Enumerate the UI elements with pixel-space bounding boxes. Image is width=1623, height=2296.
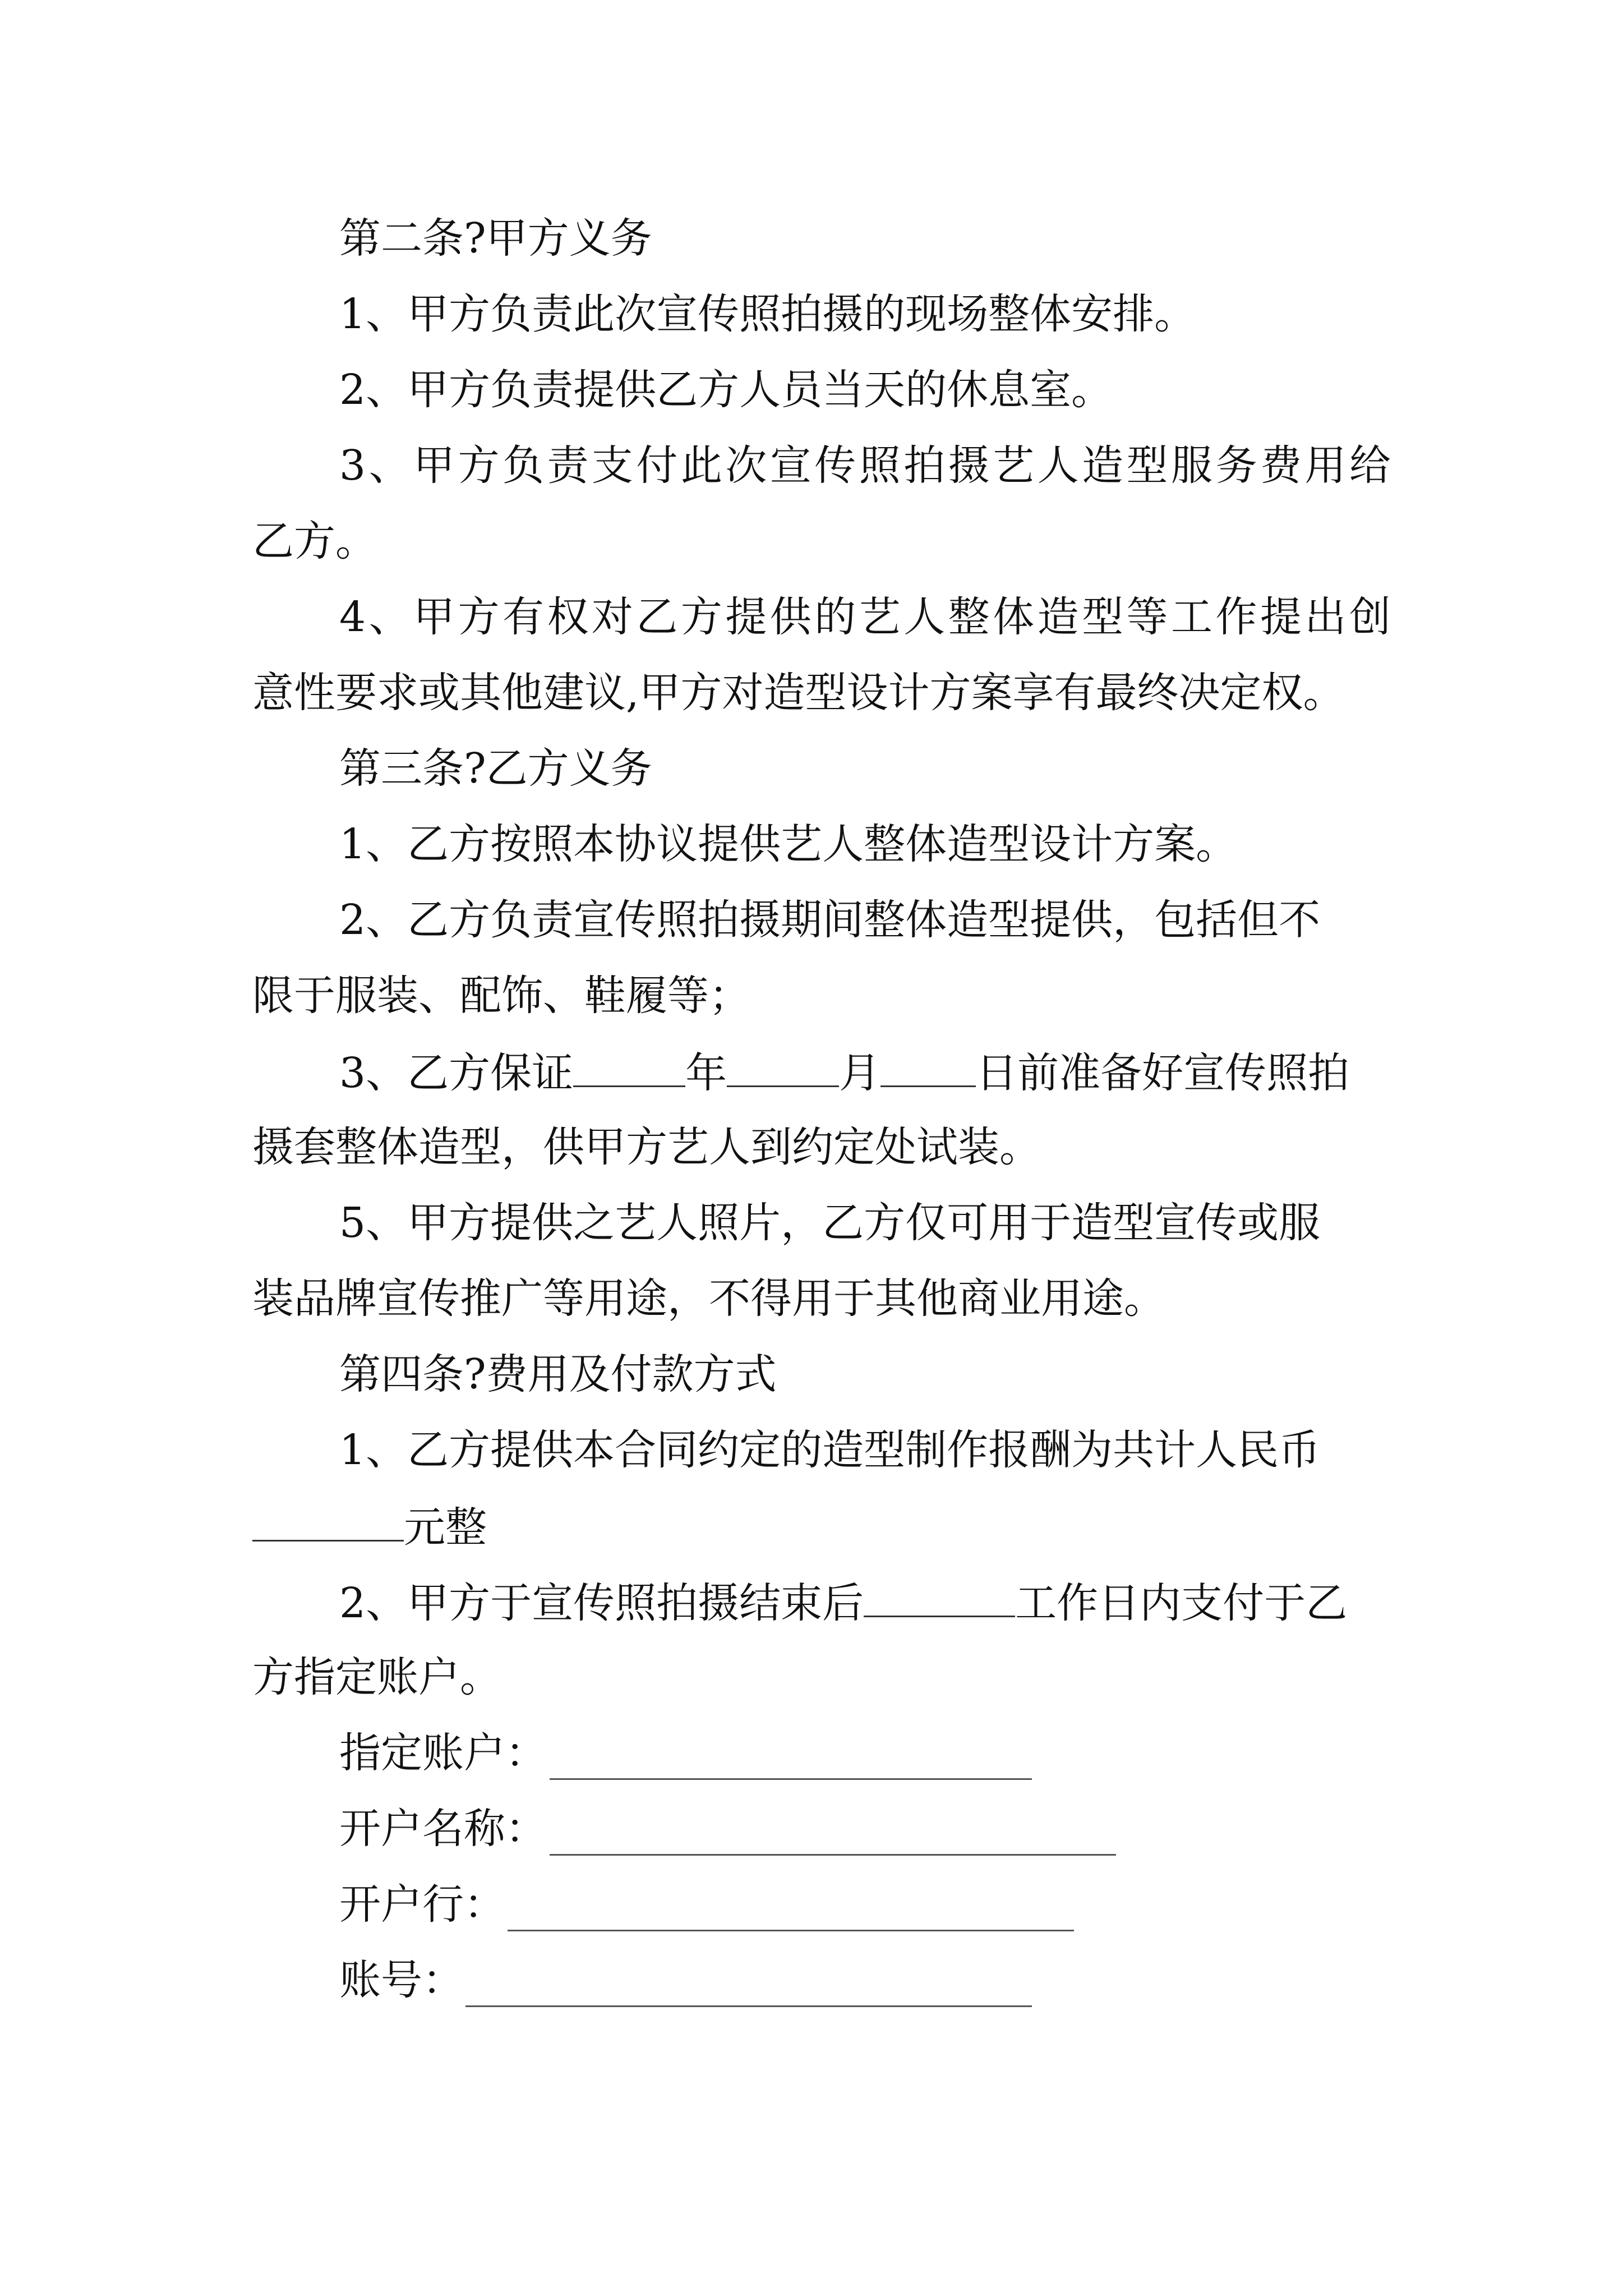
art3-item-3	[339, 1046, 1349, 1098]
bank-field[interactable]	[508, 1930, 1074, 1931]
month-label: 月	[839, 1049, 881, 1097]
account-number-field[interactable]	[465, 2005, 1032, 2007]
workday-blank[interactable]	[864, 1576, 1015, 1617]
art4-item-1-cont	[252, 1501, 487, 1553]
art2-item-4-cont: 意性要求或其他建议,甲方对造型设计方案享有最终决定权。	[252, 669, 1345, 717]
account-name-field[interactable]	[550, 1854, 1116, 1856]
account-name-label: 开户名称：	[339, 1805, 547, 1853]
art3-item-3-cont: 摄套整体造型，供甲方艺人到约定处试装。	[252, 1123, 1041, 1171]
art3-item-3-lead: 3、乙方保证	[339, 1049, 574, 1097]
art2-item-3-cont: 乙方。	[252, 517, 377, 565]
account-number-label: 账号：	[339, 1956, 464, 2004]
art3-item-2-cont: 限于服装、配饰、鞋履等；	[252, 972, 750, 1020]
art4-item-2-tail: 工作日内支付于乙	[1015, 1579, 1348, 1627]
art3-item-3-tail: 日前准备好宣传照拍	[976, 1049, 1350, 1097]
article-3-title: 第三条?乙方义务	[339, 744, 652, 793]
day-blank[interactable]	[880, 1046, 976, 1087]
art2-item-1: 1、甲方负责此次宣传照拍摄的现场整体安排。	[339, 290, 1196, 338]
year-label: 年	[685, 1049, 727, 1097]
art3-item-2: 2、乙方负责宣传照拍摄期间整体造型提供，包括但不	[339, 896, 1321, 944]
art3-item-1: 1、乙方按照本协议提供艺人整体造型设计方案。	[339, 820, 1238, 868]
bank-label: 开户行：	[339, 1880, 505, 1929]
year-blank[interactable]	[573, 1046, 685, 1087]
art2-item-4: 4 、 甲 方 有 权 对 乙 方 提 供 的 艺 人 整 体 造 型 等 工 作 提 出 创	[339, 593, 1391, 641]
amount-unit: 元整	[404, 1503, 487, 1552]
art3-item-5: 5、甲方提供之艺人照片，乙方仅可用于造型宣传或服	[339, 1199, 1321, 1247]
amount-blank[interactable]	[252, 1501, 404, 1542]
article-4-title: 第四条?费用及付款方式	[339, 1350, 777, 1398]
art4-item-1: 1、乙方提供本合同约定的造型制作报酬为共计人民币	[339, 1426, 1321, 1474]
article-2-title: 第二条?甲方义务	[339, 214, 652, 263]
art4-item-2	[339, 1576, 1347, 1628]
month-blank[interactable]	[727, 1046, 839, 1087]
art2-item-3: 3 、 甲 方 负 责 支 付 此 次 宣 传 照 拍 摄 艺 人 造 型 服 务 费 用 给	[339, 441, 1391, 490]
art4-item-2-cont: 方指定账户。	[252, 1653, 501, 1701]
art3-item-5-cont: 装品牌宣传推广等用途，不得用于其他商业用途。	[252, 1274, 1165, 1323]
designated-account-field[interactable]	[550, 1778, 1032, 1780]
designated-account-label: 指定账户：	[339, 1729, 547, 1777]
art4-item-2-lead: 2、甲方于宣传照拍摄结束后	[339, 1579, 864, 1627]
art2-item-2: 2、甲方负责提供乙方人员当天的休息室。	[339, 366, 1113, 414]
